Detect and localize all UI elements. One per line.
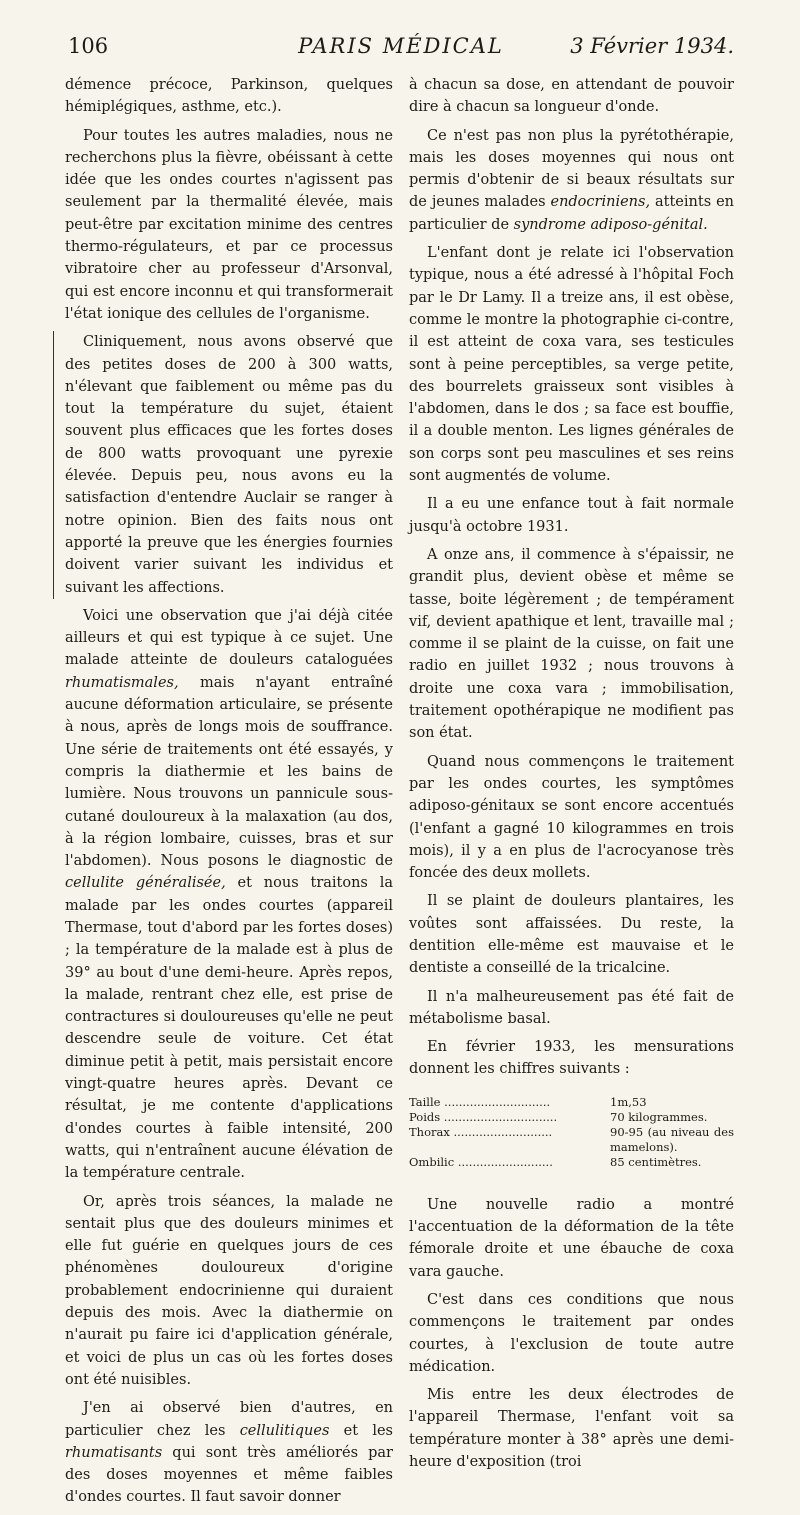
- running-header: [68, 34, 734, 68]
- paragraph: Il se plaint de douleurs plantaires, les voûtes sont affaissées. Du reste, la dentition elle-même est mauvaise et le dentiste a conseillé de la tricalcine.: [409, 893, 734, 977]
- text-run: et les: [329, 1422, 393, 1439]
- paragraph: [65, 1397, 393, 1508]
- text-run: J'en ai observé bien d'autres, en particulier chez les: [65, 1400, 393, 1439]
- issue-date: 3 Février 1934.: [570, 34, 734, 58]
- paragraph: Il n'a malheureusement pas été fait de métabolisme basal.: [409, 988, 734, 1027]
- italic-term: rhumatisants: [65, 1444, 163, 1461]
- table-row: [409, 1095, 734, 1110]
- measure-label: Ombilic ..........................: [409, 1154, 553, 1169]
- italic-term: rhumatismales,: [65, 674, 179, 691]
- text-run: atteints en particulier de: [409, 194, 735, 233]
- italic-term: cellulite généralisée,: [65, 875, 226, 892]
- paragraph: Il a eu une enfance tout à fait normale jusqu'à octobre 1931.: [409, 496, 734, 535]
- table-row: [409, 1125, 734, 1155]
- paragraph: [65, 605, 393, 1185]
- measure-label: Thorax ...........................: [409, 1124, 553, 1139]
- text-run: qui sont très améliorés par des doses moyennes et même faibles d'ondes courtes. Il faut savoir donner: [65, 1444, 393, 1506]
- italic-term: syndrome adiposo-génital.: [513, 216, 708, 233]
- paragraph: à chacun sa dose, en attendant de pouvoir dire à chacun sa longueur d'onde.: [409, 77, 734, 116]
- paragraph-marked: Cliniquement, nous avons observé que des petites doses de 200 à 300 watts, n'élevant que faiblement ou même pas du tout la température du sujet, étaient souvent plus efficaces que les fortes doses de 800 watts provoquant une pyrexie élevée. Depuis peu, nous avons eu la satisfaction d'entendre Auclair se ranger à notre opinion. Bien des faits nous ont apporté la preuve que les énergies fournies doivent varier suivant les individus et suivant les affections.: [53, 331, 393, 599]
- measurements-table: [409, 1095, 734, 1170]
- left-column: [65, 74, 393, 1515]
- paragraph: Or, après trois séances, la malade ne sentait plus que des douleurs minimes et elle fut guérie en quelques jours de ces phénomènes douloureux d'origine probablement endocrinienne qui duraient depuis des mois. Avec la diathermie on n'aurait pu faire ici d'application générale, et voici de plus un cas où les fortes doses ont été nuisibles.: [65, 1193, 393, 1388]
- measure-label: Poids ...............................: [409, 1109, 558, 1124]
- paragraph: En février 1933, les mensurations donnent les chiffres suivants :: [409, 1039, 734, 1078]
- paragraph: Pour toutes les autres maladies, nous ne recherchons plus la fièvre, obéissant à cette idée que les ondes courtes n'agissent pas seulement par la thermalité élevée, mais peut-être par excitation minime des centres thermo-régulateurs, et par ce processus vibratoire cher au professeur d'Arsonval, qui est encore inconnu et qui transformerait l'état ionique des cellules de l'organisme.: [65, 127, 393, 322]
- measure-value: 90-95 (au niveau des mamelons).: [610, 1124, 734, 1154]
- right-column: [409, 74, 734, 1479]
- italic-term: endocriniens,: [550, 194, 651, 211]
- paragraph: Quand nous commençons le traitement par les ondes courtes, les symptômes adiposo-génitaux se sont encore accentués (l'enfant a gagné 10 kilogrammes en trois mois), il y a en plus de l'acrocyanose très foncée des deux mollets.: [409, 753, 734, 882]
- text-run: Ce n'est pas non plus la pyrétothérapie, mais les doses moyennes qui nous ont permis d'obtenir de si beaux résultats sur de jeunes malades: [409, 127, 734, 211]
- paragraph: démence précoce, Parkinson, quelques hémiplégiques, asthme, etc.).: [65, 77, 393, 116]
- text-run: et nous traitons la malade par les ondes courtes (appareil Thermase, tout d'abord par les fortes doses) ; la température de la malade est à plus de 39° au bout d'une demi-heure. Après repos, la malade, rentrant chez elle, est prise de contractures si douloureuses qu'elle ne peut descendre seule de voiture. Cet état diminue petit à petit, mais persistait encore vingt-quatre heures après. Devant ce résultat, je me contente d'applications d'ondes courtes à faible intensité, 200 watts, qui n'entraînent aucune élévation de la température centrale.: [65, 875, 393, 1182]
- table-row: [409, 1110, 734, 1125]
- journal-title: PARIS MÉDICAL: [298, 34, 504, 58]
- text-run: mais n'ayant entraîné aucune déformation articulaire, se présente à nous, après de longs mois de souffrance. Une série de traitements ont été essayés, y compris la diathermie et les bains de lumière. Nous trouvons un pannicule sous-cutané douloureux à la malaxation (au dos, à la région lombaire, cuisses, bras et sur l'abdomen). Nous posons le diagnostic de: [65, 674, 393, 870]
- measure-value: 1m,53: [610, 1094, 647, 1109]
- paragraph: [409, 125, 734, 236]
- paragraph: Mis entre les deux électrodes de l'appareil Thermase, l'enfant voit sa température monter à 38° après une demi-heure d'exposition (troi: [409, 1387, 734, 1471]
- paragraph: A onze ans, il commence à s'épaissir, ne grandit plus, devient obèse et même se tasse, boite légèrement ; de tempérament vif, devient apathique et lent, travaille mal ; comme il se plaint de la cuisse, on fait une radio en juillet 1932 ; nous trouvons à droite une coxa vara ; immobilisation, traitement opothérapique ne modifient pas son état.: [409, 546, 734, 742]
- measure-value: 70 kilogrammes.: [610, 1109, 708, 1124]
- paragraph: L'enfant dont je relate ici l'observation typique, nous a été adressé à l'hôpital Foch par le Dr Lamy. Il a treize ans, il est obèse, comme le montre la photographie ci-contre, il est atteint de coxa vara, ses testicules sont à peine perceptibles, sa verge petite, des bourrelets graisseux sont visibles à l'abdomen, dans le dos ; sa face est bouffie, il a double menton. Les lignes générales de son corps sont peu masculines et ses reins sont augmentés de volume.: [409, 245, 734, 485]
- measure-value: 85 centimètres.: [610, 1154, 702, 1169]
- table-row: [409, 1155, 734, 1170]
- measure-label: Taille .............................: [409, 1094, 551, 1109]
- italic-term: cellulitiques: [239, 1422, 330, 1439]
- paragraph: Une nouvelle radio a montré l'accentuation de la déformation de la tête fémorale droite et une ébauche de coxa vara gauche.: [409, 1196, 734, 1280]
- page-number: 106: [68, 34, 109, 58]
- text-run: Voici une observation que j'ai déjà citée ailleurs et qui est typique à ce sujet. Une malade atteinte de douleurs cataloguées: [65, 607, 393, 669]
- paragraph: C'est dans ces conditions que nous commençons le traitement par ondes courtes, à l'exclusion de toute autre médication.: [409, 1291, 734, 1375]
